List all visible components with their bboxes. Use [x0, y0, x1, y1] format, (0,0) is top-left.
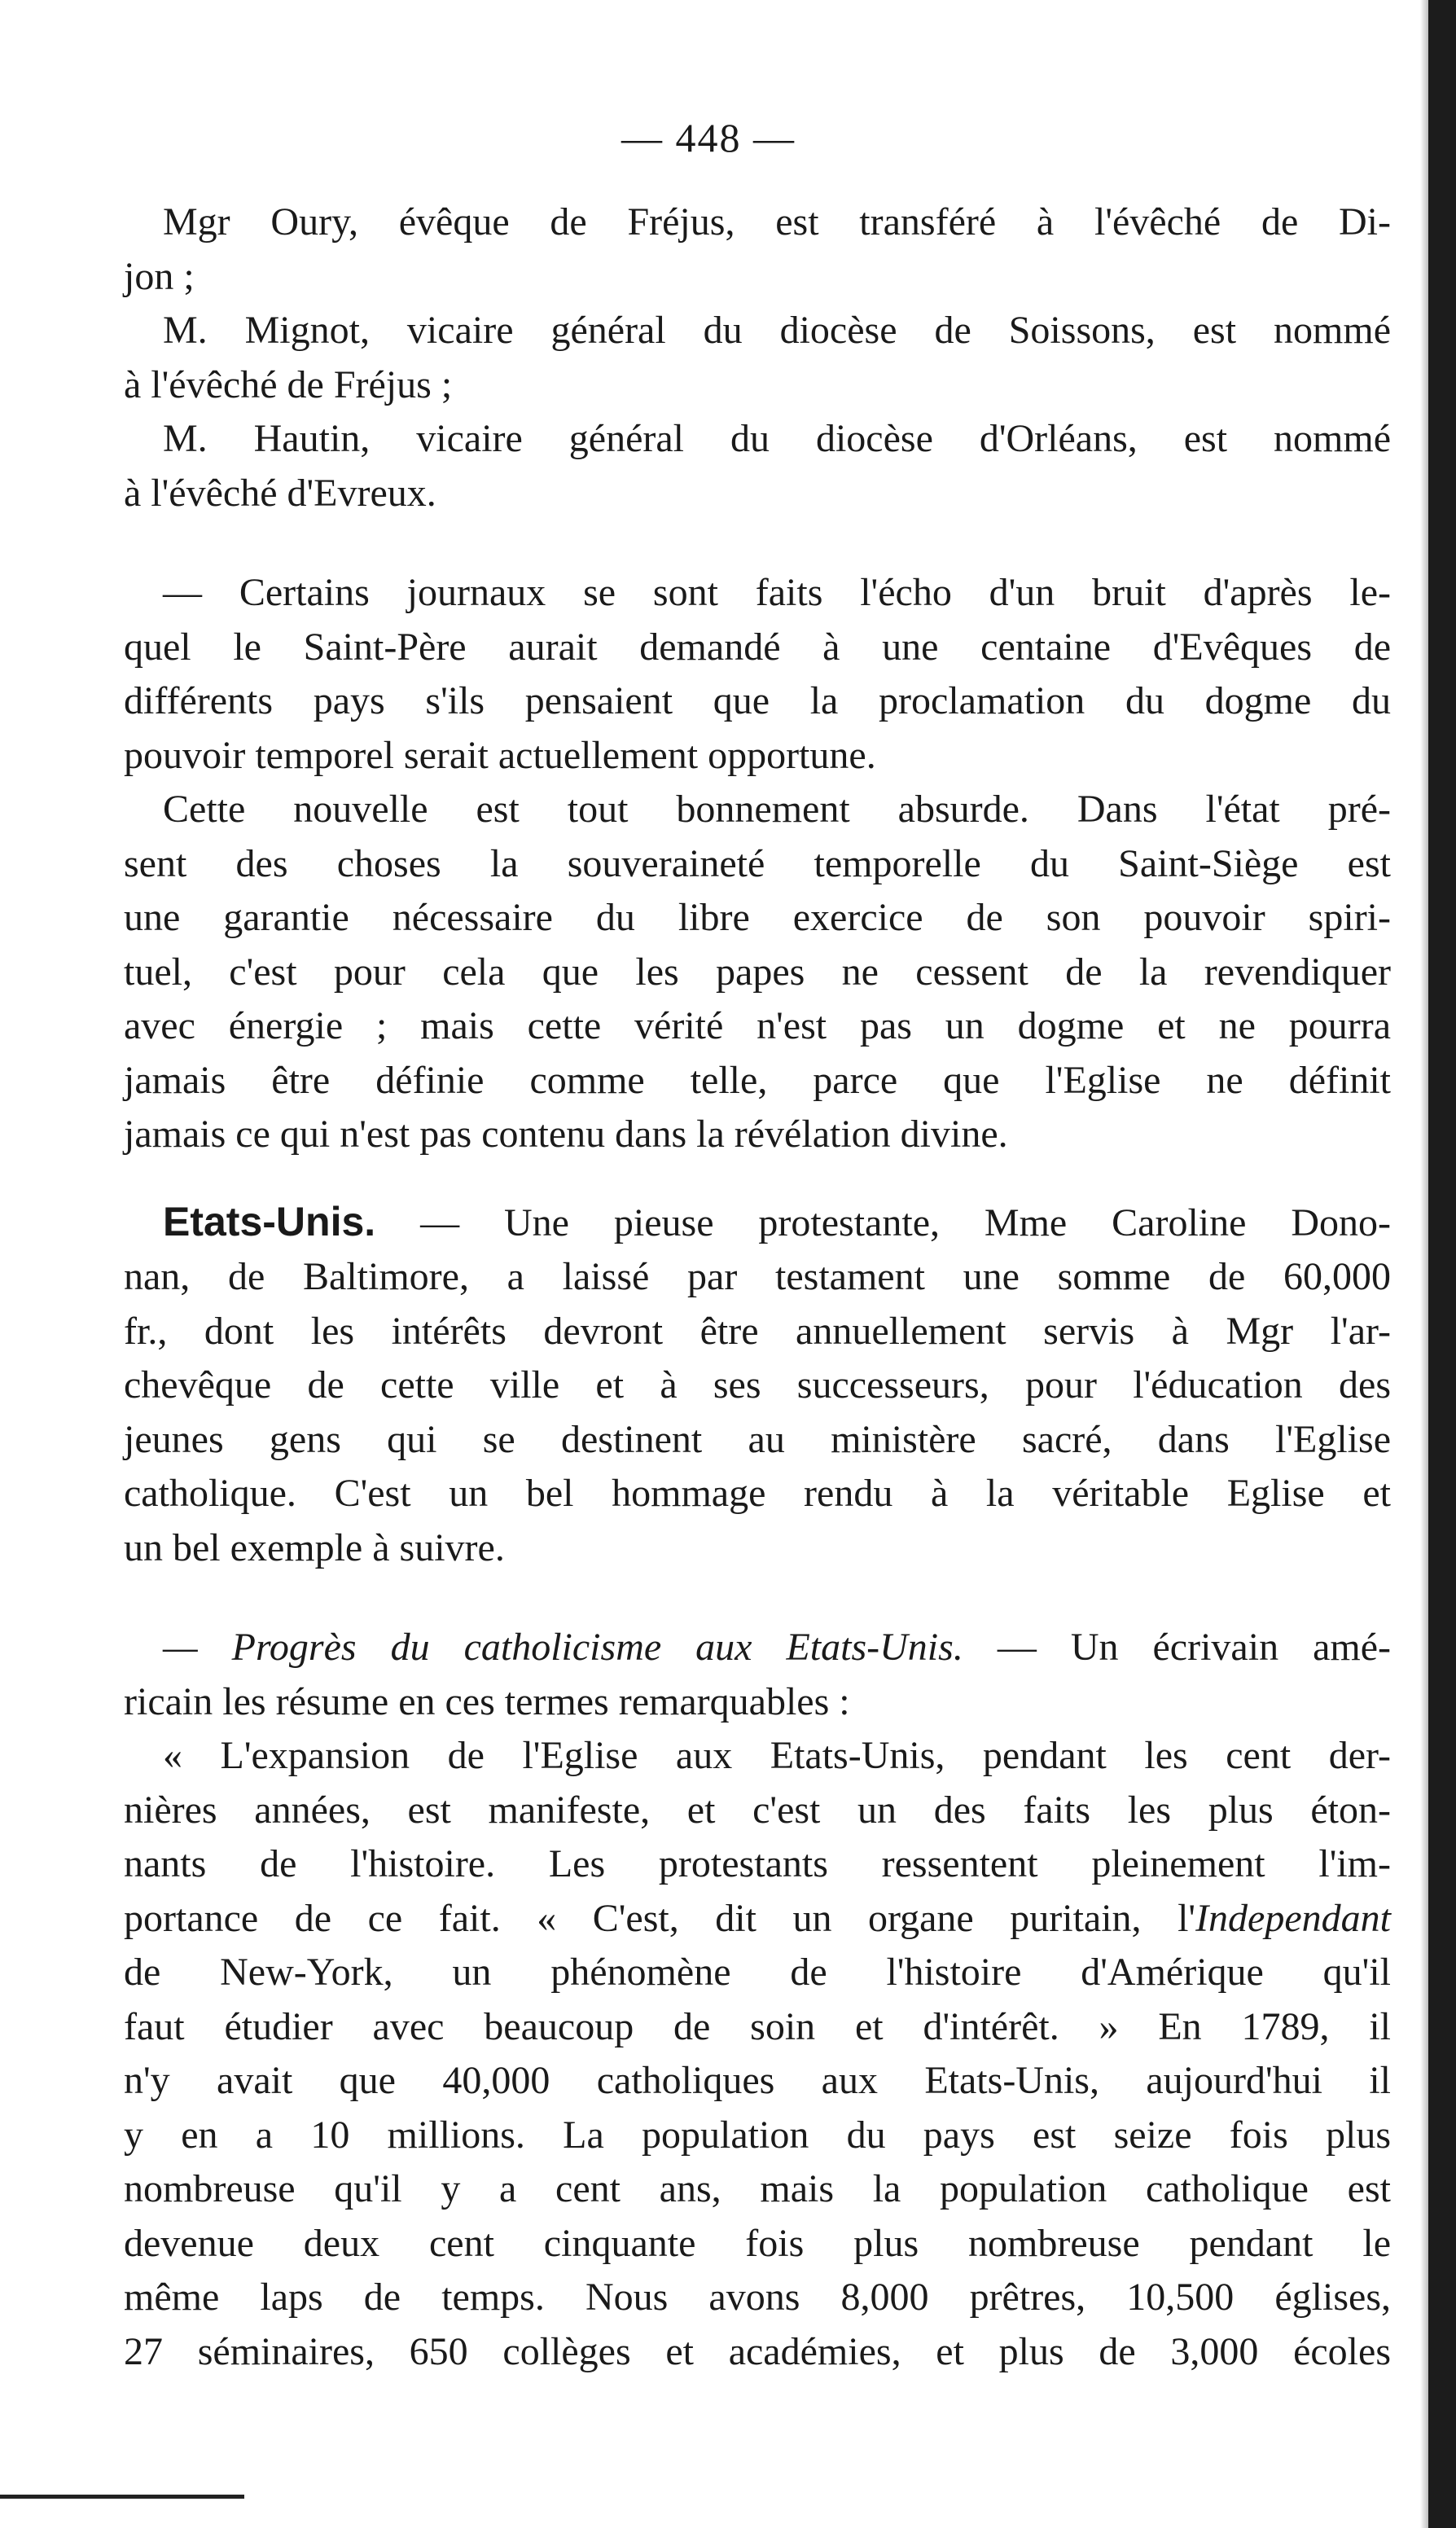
text-line: devenue deux cent cinquante fois plus nombreuse pendant le [124, 2221, 1391, 2265]
text-run: portance de ce fait. « C'est, dit un organe puritain, l' [124, 1896, 1196, 1940]
text-line: de New-York, un phénomène de l'histoire d'Amérique qu'il [124, 1951, 1391, 1994]
text-line: à l'évêché d'Evreux. [124, 471, 436, 515]
section-heading-progres: — Progrès du catholicisme aux Etats-Unis. [163, 1626, 963, 1669]
text-line: une garantie nécessaire du libre exercice de son pouvoir spiri- [124, 896, 1391, 939]
text-line: n'y avait que 40,000 catholiques aux Etats-Unis, aujourd'hui il [124, 2059, 1391, 2102]
text-line: pouvoir temporel serait actuellement opportune. [124, 733, 876, 777]
text-line: sent des choses la souveraineté temporelle du Saint-Siège est [124, 841, 1391, 885]
page-number: — 448 — [621, 115, 796, 160]
text-line: M. Mignot, vicaire général du diocèse de Soissons, est nommé [163, 309, 1391, 352]
text-line: Mgr Oury, évêque de Fréjus, est transféré à l'évêché de Di- [163, 200, 1391, 244]
text-line: chevêque de cette ville et à ses successeurs, pour l'éducation des [124, 1363, 1391, 1407]
paragraph-progres [124, 1621, 1391, 1729]
text-line: catholique. C'est un bel hommage rendu à la véritable Eglise et [124, 1472, 1391, 1515]
text-line: à l'évêché de Fréjus ; [124, 362, 453, 406]
paragraph-nomination-oury [124, 195, 1391, 304]
text-line: nombreuse qu'il y a cent ans, mais la population catholique est [124, 2167, 1391, 2210]
text-line [124, 1892, 1391, 1946]
text-line: fr., dont les intérêts devront être annuellement servis à Mgr l'ar- [124, 1309, 1391, 1353]
text-line: jon ; [124, 254, 195, 298]
text-line: y en a 10 millions. La population du pays est seize fois plus [124, 2113, 1391, 2157]
text-line: un bel exemple à suivre. [124, 1525, 505, 1569]
text-line: jamais ce qui n'est pas contenu dans la révélation divine. [124, 1113, 1008, 1156]
bottom-rule [0, 2495, 244, 2499]
page-gutter-shadow [1420, 0, 1428, 2528]
text-line: jamais être définie comme telle, parce que l'Eglise ne définit [124, 1058, 1391, 1102]
text-run: — Une pieuse protestante, Mme Caroline Dono- [375, 1200, 1391, 1244]
text-line: quel le Saint-Père aurait demandé à une centaine d'Evêques de [124, 625, 1391, 669]
text-line: Cette nouvelle est tout bonnement absurde. Dans l'état pré- [163, 788, 1391, 831]
text-line: jeunes gens qui se destinent au ministère sacré, dans l'Eglise [124, 1417, 1391, 1461]
periodical-title: Independant [1195, 1896, 1391, 1940]
paragraph-etats-unis [124, 1195, 1391, 1576]
text-line: M. Hautin, vicaire général du diocèse d'Orléans, est nommé [163, 417, 1391, 460]
text-line: faut étudier avec beaucoup de soin et d'intérêt. » En 1789, il [124, 2004, 1391, 2048]
text-line: ricain les résume en ces termes remarquables : [124, 1679, 850, 1723]
section-heading-etats-unis: Etats-Unis. [163, 1198, 376, 1244]
text-line: — Certains journaux se sont faits l'écho d'un bruit d'après le- [163, 571, 1391, 614]
text-line: avec énergie ; mais cette vérité n'est pas un dogme et ne pourra [124, 1004, 1391, 1047]
paragraph-nouvelle [124, 783, 1391, 1162]
text-line: même laps de temps. Nous avons 8,000 prêtres, 10,500 églises, [124, 2276, 1391, 2319]
text-line: nants de l'histoire. Les protestants ressentent pleinement l'im- [124, 1842, 1391, 1885]
text-line: tuel, c'est pour cela que les papes ne cessent de la revendiquer [124, 950, 1391, 994]
text-line [124, 1621, 1391, 1675]
paragraph-nomination-hautin [124, 412, 1391, 520]
text-line: « L'expansion de l'Eglise aux Etats-Unis, pendant les cent der- [163, 1734, 1391, 1777]
text-line [124, 1195, 1391, 1251]
text-line: différents pays s'ils pensaient que la proclamation du dogme du [124, 679, 1391, 722]
paragraph-expansion-quote [124, 1729, 1391, 2379]
paragraph-nomination-mignot [124, 304, 1391, 412]
page-body [124, 195, 1391, 2379]
text-line: nan, de Baltimore, a laissé par testament une somme de 60,000 [124, 1255, 1391, 1298]
paragraph-journaux [124, 566, 1391, 783]
page-edge [1428, 0, 1456, 2528]
text-line: nières années, est manifeste, et c'est un des faits les plus éton- [124, 1788, 1391, 1832]
text-line: 27 séminaires, 650 collèges et académies, et plus de 3,000 écoles [124, 2329, 1391, 2373]
text-run: — Un écrivain amé- [963, 1626, 1391, 1669]
